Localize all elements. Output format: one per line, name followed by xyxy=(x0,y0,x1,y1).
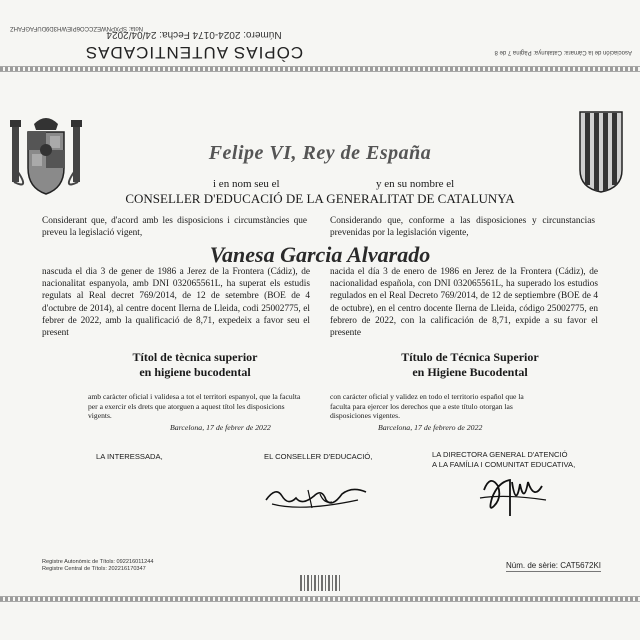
director-label-line1: LA DIRECTORA GENERAL D'ATENCIÓ xyxy=(432,450,568,459)
degree-title-es-line1: Título de Técnica Superior xyxy=(401,350,539,364)
director-label-line2: A LA FAMÍLIA I COMUNITAT EDUCATIVA, xyxy=(432,459,576,469)
in-name-ca: i en nom seu el xyxy=(213,178,280,190)
top-border-rule xyxy=(0,66,640,72)
title-registries xyxy=(42,559,153,574)
holder-signature-label: LA INTERESSADA, xyxy=(96,452,163,461)
authentication-stamp xyxy=(0,0,640,68)
stamp-number: Número: 2024-0174 Fecha: 24/04/2024 xyxy=(106,29,282,40)
degree-title-ca xyxy=(100,350,290,380)
stamp-left-text: Asociación de la Cámara: Catalunya: Pàgina 7 de 8 xyxy=(494,49,632,55)
degree-title-ca-line1: Títol de tècnica superior xyxy=(132,350,258,364)
stamp-title: CÒPIAS AUTENTICADAS xyxy=(84,43,304,62)
bottom-border-rule xyxy=(0,596,640,602)
validity-es: con carácter oficial y validez en todo el territorio español que la faculta para ejercer los derechos que a este título otorgan las disposiciones vigentes. xyxy=(330,392,524,420)
registry-central: Registre Central de Títols: 202216170347 xyxy=(42,566,146,573)
issue-date-es: Barcelona, 17 de febrero de 2022 xyxy=(378,423,483,432)
conseller-signature xyxy=(262,478,372,518)
document-title: Felipe VI, Rey de España xyxy=(208,142,432,164)
director-signature xyxy=(476,468,550,524)
validity-ca: amb caràcter oficial i validesa a tot el territori espanyol, que la faculta per a exercir els drets que atorguen a aquest títol les disposicions vigents. xyxy=(88,392,301,420)
in-name-es: y en su nombre el xyxy=(376,178,455,190)
degree-title-es xyxy=(375,350,565,380)
stamp-main xyxy=(14,29,374,62)
degree-title-ca-line2: en higiene bucodental xyxy=(139,365,251,379)
barcode-icon xyxy=(300,575,342,591)
holder-details-ca: nascuda el dia 3 de gener de 1986 a Jerez de la Frontera (Cádiz), de nacionalitat espanyola, amb DNI 032065561L, ha superat els estudis regulats al Real decret 769/2014, de 12 de setembre (BOE de 4 d'octubre de 2014), al centre docent Ilerna de Lleida, codi 25002775, el febrer de 2022, amb la qualificació de 8,71, expedeix a favor seu el present xyxy=(42,267,310,339)
considering-ca: Considerant que, d'acord amb les disposicions i circumstàncies que preveu la legislació vigent, xyxy=(42,216,307,239)
director-signature-label xyxy=(432,450,575,469)
holder-name: Vanesa Garcia Alvarado xyxy=(209,242,431,267)
registry-autonomic: Registre Autonòmic de Títols: 092216011244 xyxy=(42,559,154,565)
stamp-right-text: Nota: SPXPNWEZCCO6PIEWH3D9DUFAGFAHZ xyxy=(10,25,144,31)
issue-date-ca: Barcelona, 17 de febrer de 2022 xyxy=(170,423,271,432)
holder-details-es: nacida el día 3 de enero de 1986 en Jerez de la Frontera (Cádiz), de nacionalidad española, con DNI 032065561L, ha superado los estudios regulados en el Real Decreto 769/2014, de 12 de septiembre (BOE de 4 de octubre), en el centro docente Ilerna de Lleida, código 25002775, en febrero de 2022, con la calificación de 8,71, expide a su favor el presente xyxy=(330,267,598,339)
conseller-signature-label: EL CONSELLER D'EDUCACIÓ, xyxy=(264,452,373,461)
considering-es: Considerando que, conforme a las disposiciones y circunstancias prevenidas por la legislación vigente, xyxy=(330,216,595,239)
degree-title-es-line2: en Higiene Bucodental xyxy=(412,365,528,379)
issuing-authority: CONSELLER D'EDUCACIÓ DE LA GENERALITAT DE CATALUNYA xyxy=(125,191,515,206)
serial-number: Núm. de sèrie: CAT5672KI xyxy=(506,561,602,570)
